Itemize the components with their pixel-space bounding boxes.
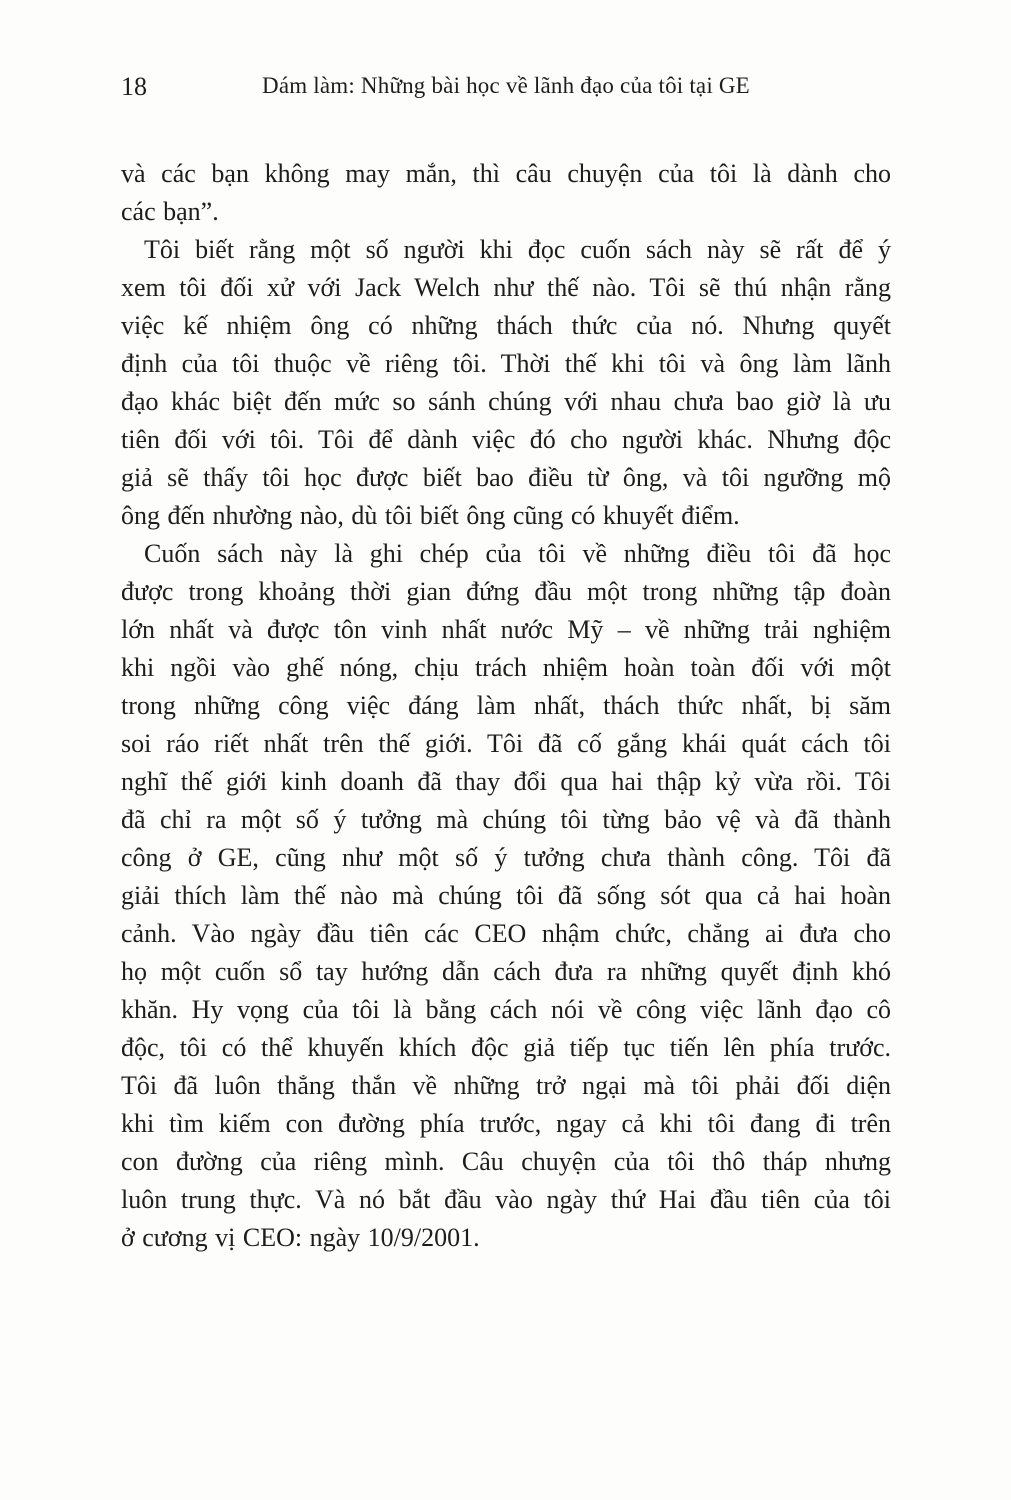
text-line: đã chỉ ra một số ý tưởng mà chúng tôi từng bảo vệ và đã thành — [121, 805, 891, 834]
text-line: nghĩ thế giới kinh doanh đã thay đổi qua hai thập kỷ vừa rồi. Tôi — [121, 767, 891, 796]
text-line: và các bạn không may mắn, thì câu chuyện của tôi là dành cho — [121, 159, 891, 188]
paragraph — [121, 231, 891, 535]
text-line: soi ráo riết nhất trên thế giới. Tôi đã cố gắng khái quát cách tôi — [121, 729, 891, 758]
text-line: Tôi biết rằng một số người khi đọc cuốn sách này sẽ rất để ý — [144, 235, 891, 264]
text-line: trong những công việc đáng làm nhất, thách thức nhất, bị săm — [121, 691, 891, 720]
text-line: Tôi đã luôn thẳng thắn về những trở ngại mà tôi phải đối diện — [121, 1071, 891, 1100]
text-line: giải thích làm thế nào mà chúng tôi đã sống sót qua cả hai hoàn — [121, 881, 891, 910]
page-number: 18 — [121, 72, 147, 101]
text-line: việc kế nhiệm ông có những thách thức của nó. Nhưng quyết — [121, 311, 891, 340]
body-text — [121, 155, 891, 1257]
text-line: khi ngồi vào ghế nóng, chịu trách nhiệm hoàn toàn đối với một — [121, 653, 891, 682]
text-line: ông đến nhường nào, dù tôi biết ông cũng có khuyết điểm. — [121, 501, 740, 530]
page-header — [121, 70, 891, 104]
text-line: lớn nhất và được tôn vinh nhất nước Mỹ – về những trải nghiệm — [121, 615, 891, 644]
text-line: được trong khoảng thời gian đứng đầu một trong những tập đoàn — [121, 577, 891, 606]
text-line: công ở GE, cũng như một số ý tưởng chưa thành công. Tôi đã — [121, 843, 891, 872]
text-line: cảnh. Vào ngày đầu tiên các CEO nhậm chức, chẳng ai đưa cho — [121, 919, 891, 948]
text-line: khăn. Hy vọng của tôi là bằng cách nói về công việc lãnh đạo cô — [121, 995, 891, 1024]
text-line: ở cương vị CEO: ngày 10/9/2001. — [121, 1223, 480, 1252]
text-line: khi tìm kiếm con đường phía trước, ngay cả khi tôi đang đi trên — [121, 1109, 891, 1138]
text-line: luôn trung thực. Và nó bắt đầu vào ngày thứ Hai đầu tiên của tôi — [121, 1185, 891, 1214]
text-line: tiên đối với tôi. Tôi để dành việc đó cho người khác. Nhưng độc — [121, 425, 891, 454]
text-line: Cuốn sách này là ghi chép của tôi về những điều tôi đã học — [144, 539, 891, 568]
paragraph — [121, 155, 891, 231]
text-line: con đường của riêng mình. Câu chuyện của tôi thô tháp nhưng — [121, 1147, 891, 1176]
text-line: xem tôi đối xử với Jack Welch như thế nào. Tôi sẽ thú nhận rằng — [121, 273, 891, 302]
text-line: giả sẽ thấy tôi học được biết bao điều từ ông, và tôi ngưỡng mộ — [121, 463, 891, 492]
text-line: định của tôi thuộc về riêng tôi. Thời thế khi tôi và ông làm lãnh — [121, 349, 891, 378]
text-line: các bạn”. — [121, 197, 219, 226]
text-line: họ một cuốn sổ tay hướng dẫn cách đưa ra những quyết định khó — [121, 957, 891, 986]
text-line: độc, tôi có thể khuyến khích độc giả tiếp tục tiến lên phía trước. — [121, 1033, 891, 1062]
running-title: Dám làm: Những bài học về lãnh đạo của tôi tại GE — [262, 73, 750, 98]
paragraph — [121, 535, 891, 1257]
text-line: đạo khác biệt đến mức so sánh chúng với nhau chưa bao giờ là ưu — [121, 387, 891, 416]
